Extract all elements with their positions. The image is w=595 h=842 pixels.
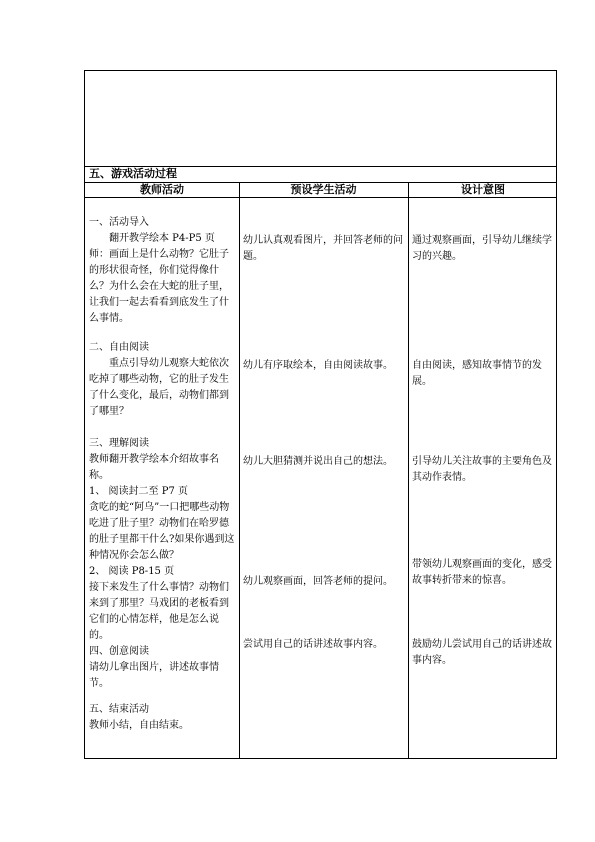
column-divider-2 (408, 182, 409, 758)
teacher-s1-line1: 翻开教学绘本 P4-P5 页 (109, 233, 215, 244)
teacher-s5-title: 五、结束活动 (89, 704, 149, 715)
design-row-1: 通过观察画面，引导幼儿继续学习的兴趣。 (412, 235, 552, 262)
header-design-intent: 设计意图 (461, 183, 505, 196)
student-row-5: 尝试用自己的话讲述故事内容。 (243, 639, 383, 650)
teacher-s3-1-body: 贪吃的蛇“阿乌”一口把哪些动物吃进了肚子里？动物们在哈罗德的肚子里都干什么?如果你遇到这种情况你会怎么做？ (89, 502, 235, 561)
design-row-5: 鼓励幼儿尝试用自己的话讲述故事内容。 (412, 639, 552, 666)
student-row-3: 幼儿大胆猜测并说出自己的想法。 (243, 456, 393, 467)
teacher-s4-body: 请幼儿拿出图片，讲述故事情节。 (89, 662, 219, 689)
section-title: 五、游戏活动过程 (89, 167, 177, 180)
teacher-s3-2-title: 2、 阅读 P8-15 页 (89, 566, 175, 577)
student-row-1: 幼儿认真观看图片，并回答老师的问题。 (243, 235, 403, 262)
column-divider-1 (239, 182, 240, 758)
teacher-s3-1-title: 1、 阅读封二至 P7 页 (89, 486, 188, 497)
design-row-3: 引导幼儿关注故事的主要角色及其动作表情。 (412, 456, 552, 483)
student-row-4: 幼儿观察画面，回答老师的提问。 (243, 576, 393, 587)
teacher-s2-body: 重点引导幼儿观察大蛇依次吃掉了哪些动物，它的肚子发生了什么变化，最后，动物们都到了哪里？ (89, 358, 229, 417)
teacher-s3-intro: 教师翻开教学绘本介绍故事名称。 (89, 454, 219, 481)
header-student-activity: 预设学生活动 (290, 183, 357, 196)
student-row-2: 幼儿有序取绘本，自由阅读故事。 (243, 360, 393, 371)
teacher-s1-title: 一、活动导入 (89, 217, 149, 228)
teacher-s3-title: 三、理解阅读 (89, 438, 149, 449)
teacher-s4-title: 四、创意阅读 (89, 646, 149, 657)
teacher-s2-title: 二、自由阅读 (89, 342, 149, 353)
header-bottom-rule (85, 197, 556, 198)
lesson-table (84, 70, 557, 759)
teacher-s3-2-body: 接下来发生了什么事情？动物们来到了那里？马戏团的老板看到它们的心情怎样，他是怎么说的。 (89, 582, 229, 641)
design-row-2: 自由阅读，感知故事情节的发展。 (412, 360, 542, 387)
teacher-s5-body: 教师小结，自由结束。 (89, 720, 189, 731)
header-teacher-activity: 教师活动 (140, 183, 184, 196)
design-row-4: 带领幼儿观察画面的变化，感受故事转折带来的惊喜。 (412, 559, 552, 586)
teacher-s1-body: 师：画面上是什么动物？它肚子的形状很奇怪，你们觉得像什么？为什么会在大蛇的肚子里，让我们一起去看看到底发生了什么事情。 (89, 249, 229, 324)
